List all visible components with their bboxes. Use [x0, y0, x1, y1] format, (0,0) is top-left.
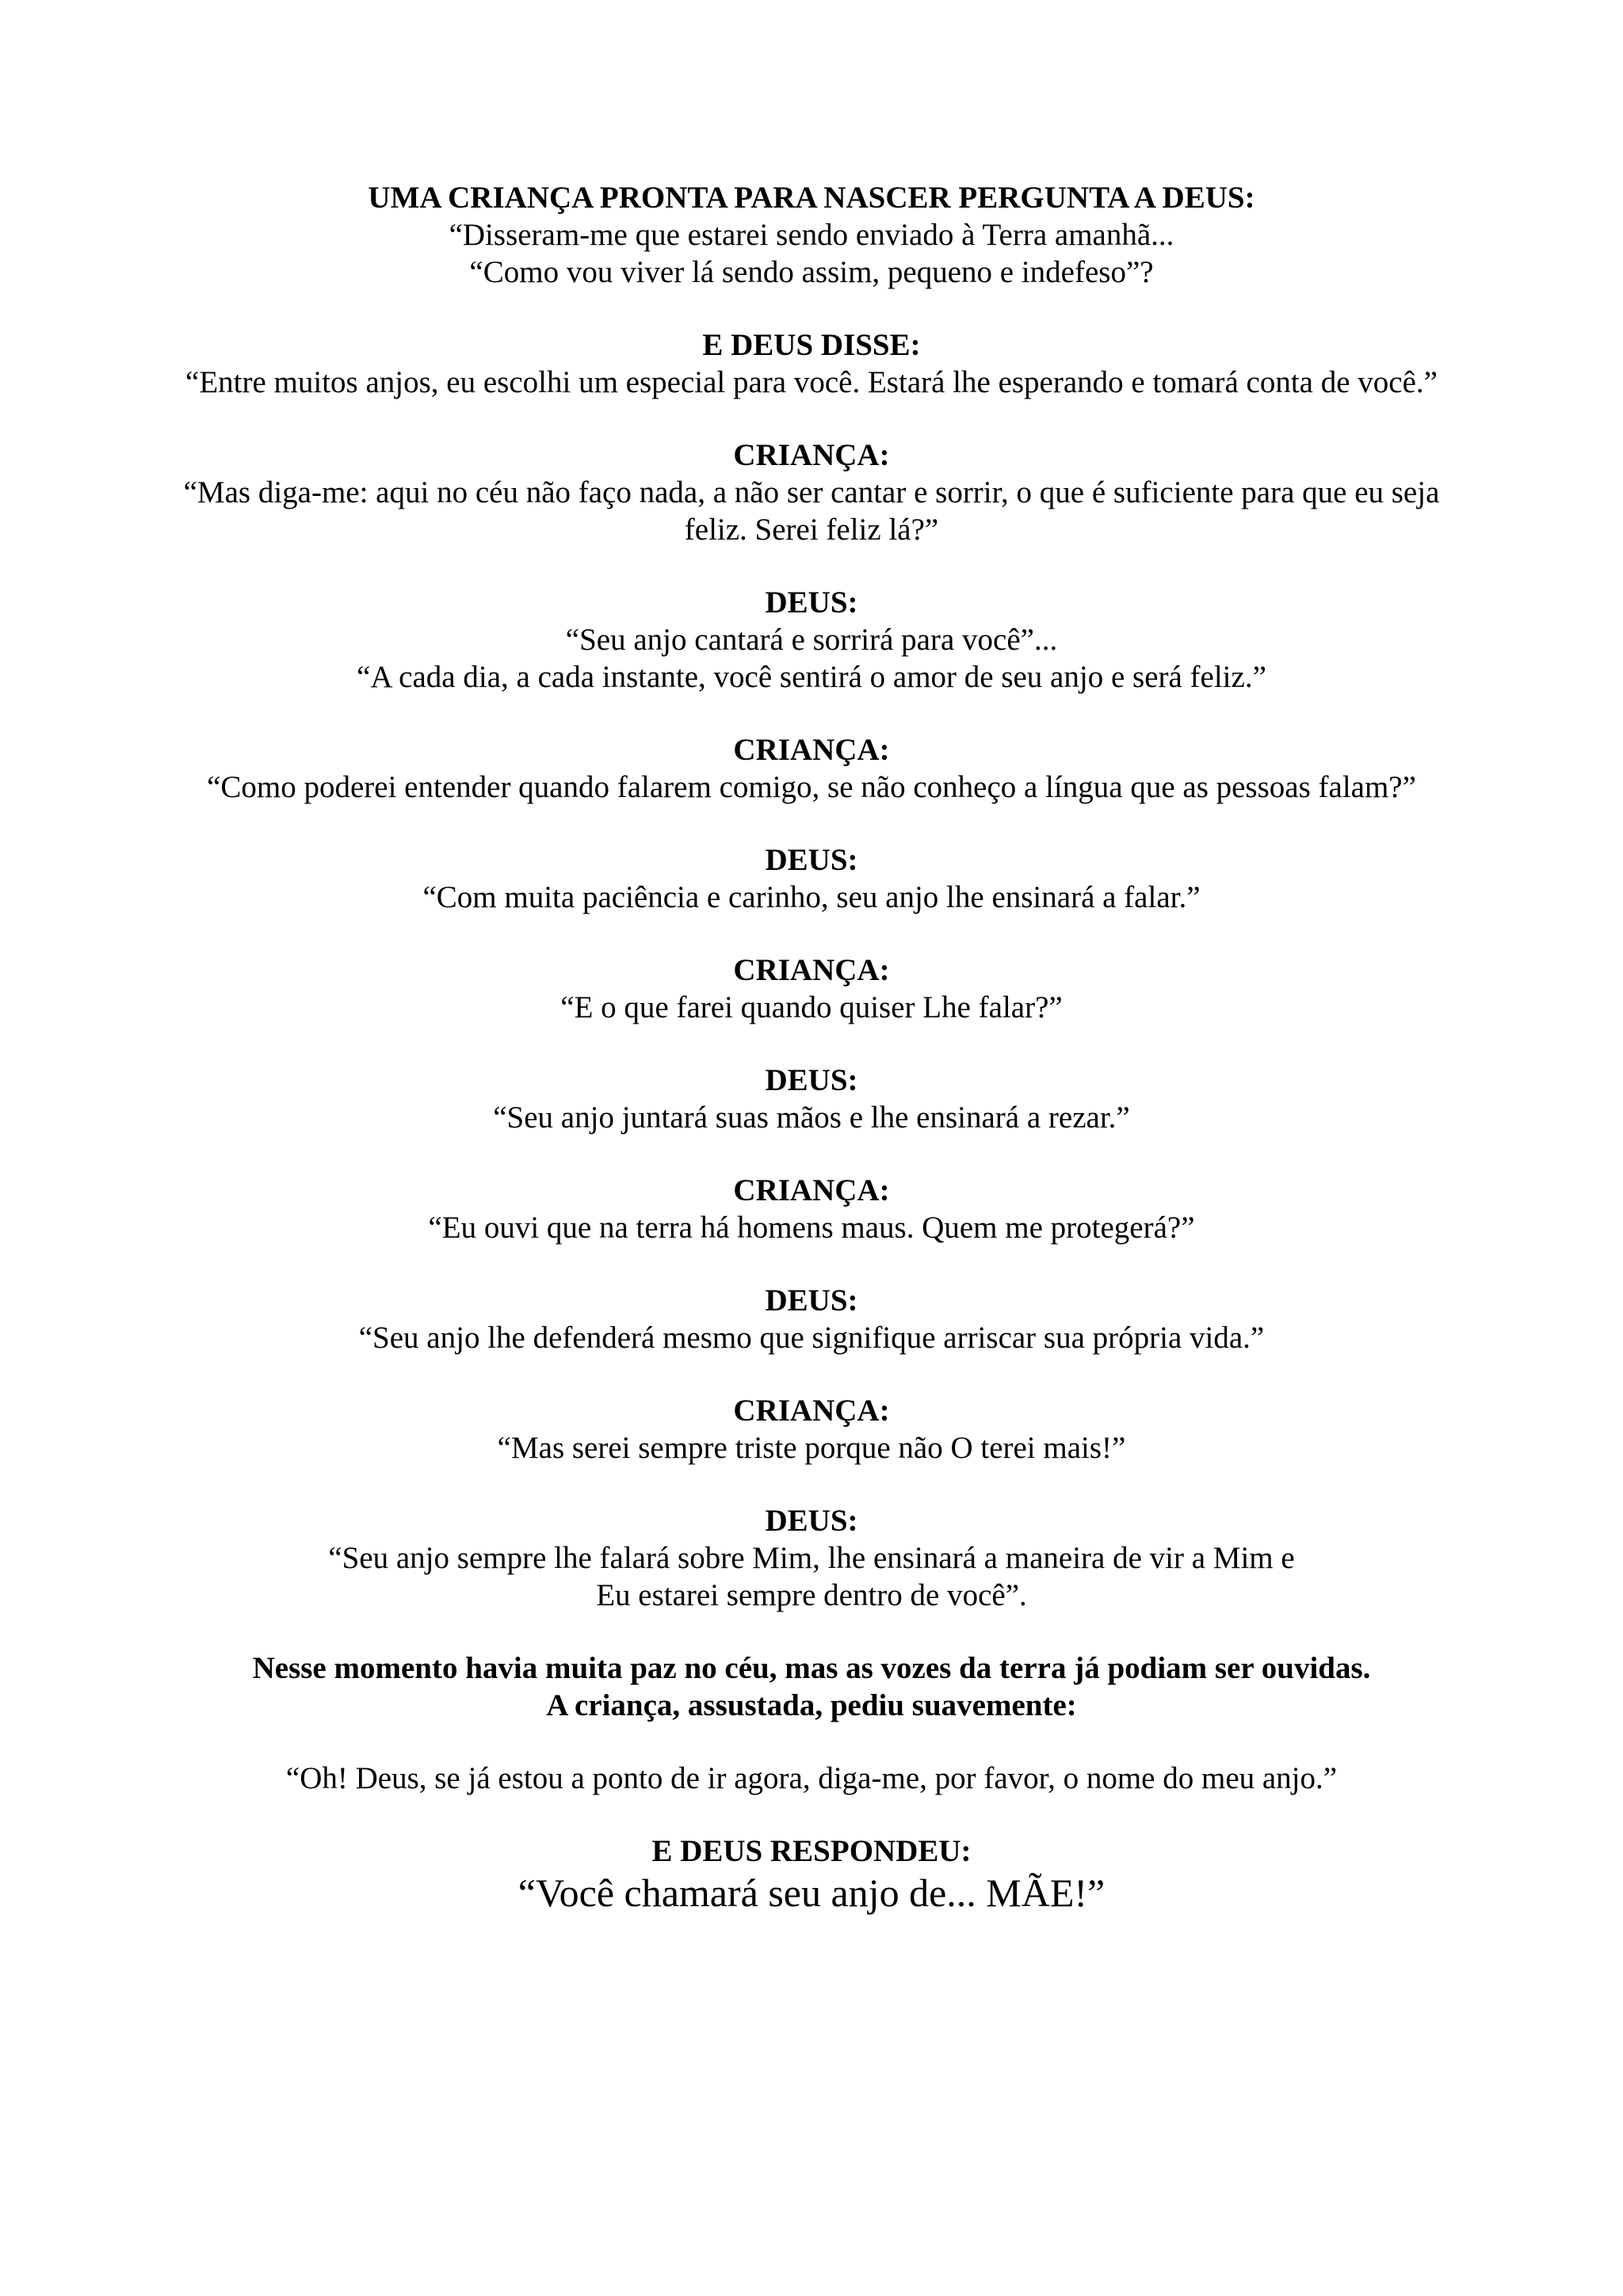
speaker-heading: DEUS: [765, 1283, 858, 1318]
final-answer-block [0, 1833, 1623, 1916]
speaker-heading: CRIANÇA: [733, 1173, 890, 1207]
speaker-heading: DEUS: [765, 585, 858, 620]
intro-line: “Disseram-me que estarei sendo enviado à Terra amanhã... [449, 218, 1174, 252]
narration-line: A criança, assustada, pediu suavemente: [546, 1688, 1077, 1722]
final-answer: “Você chamará seu anjo de... MÃE!” [517, 1871, 1106, 1915]
speaker-heading: CRIANÇA: [733, 1394, 890, 1428]
dialogue-block [0, 952, 1623, 1026]
dialogue-line: “E o que farei quando quiser Lhe falar?” [560, 990, 1063, 1024]
dialogue-block [0, 1172, 1623, 1246]
dialogue-line: “Seu anjo lhe defenderá mesmo que signifique arriscar sua própria vida.” [358, 1321, 1265, 1355]
narration-block [0, 1650, 1623, 1724]
dialogue-block [0, 326, 1623, 401]
dialogue-line: “Seu anjo sempre lhe falará sobre Mim, lhe ensinará a maneira de vir a Mim e [328, 1541, 1295, 1575]
speaker-heading: DEUS: [765, 1504, 858, 1538]
intro-block [0, 179, 1623, 291]
document-page [0, 179, 1623, 1951]
document-title: UMA CRIANÇA PRONTA PARA NASCER PERGUNTA A DEUS: [368, 181, 1255, 215]
dialogue-line: “Com muita paciência e carinho, seu anjo lhe ensinará a falar.” [422, 880, 1201, 914]
dialogue-line: “Seu anjo cantará e sorrirá para você”... [565, 623, 1058, 657]
dialogue-line: feliz. Serei feliz lá?” [684, 513, 939, 547]
dialogue-block [0, 1282, 1623, 1356]
dialogue-block [0, 1502, 1623, 1614]
final-question: “Oh! Deus, se já estou a ponto de ir agora, diga-me, por favor, o nome do meu anjo.” [285, 1761, 1338, 1795]
speaker-heading: CRIANÇA: [733, 438, 890, 472]
narration-line: Nesse momento havia muita paz no céu, mas as vozes da terra já podiam ser ouvidas. [252, 1651, 1371, 1685]
speaker-heading: DEUS: [765, 1063, 858, 1097]
speaker-heading: CRIANÇA: [733, 733, 890, 767]
dialogue-block [0, 584, 1623, 696]
dialogue-line: “Entre muitos anjos, eu escolhi um especial para você. Estará lhe esperando e tomará conta de você.” [185, 365, 1438, 399]
dialogue-line: “Como poderei entender quando falarem comigo, se não conheço a língua que as pessoas falam?” [207, 770, 1416, 804]
final-speaker-heading: E DEUS RESPONDEU: [651, 1834, 972, 1868]
dialogue-line: Eu estarei sempre dentro de você”. [596, 1578, 1027, 1612]
dialogue-block [0, 1062, 1623, 1136]
dialogue-line: “Eu ouvi que na terra há homens maus. Quem me protegerá?” [428, 1211, 1195, 1245]
dialogue-block [0, 437, 1623, 548]
speaker-heading: CRIANÇA: [733, 953, 890, 987]
speaker-heading: E DEUS DISSE: [702, 328, 921, 362]
speaker-heading: DEUS: [765, 843, 858, 877]
final-question-block [0, 1760, 1623, 1797]
dialogue-block [0, 731, 1623, 806]
dialogue-line: “Mas diga-me: aqui no céu não faço nada, a não ser cantar e sorrir, o que é suficiente para que eu seja [183, 475, 1440, 509]
dialogue-line: “A cada dia, a cada instante, você sentirá o amor de seu anjo e será feliz.” [357, 660, 1266, 694]
dialogue-line: “Seu anjo juntará suas mãos e lhe ensinará a rezar.” [493, 1100, 1130, 1135]
dialogue-block [0, 841, 1623, 916]
dialogue-block [0, 1392, 1623, 1466]
intro-line: “Como vou viver lá sendo assim, pequeno e indefeso”? [469, 255, 1154, 289]
dialogue-line: “Mas serei sempre triste porque não O terei mais!” [497, 1431, 1126, 1465]
